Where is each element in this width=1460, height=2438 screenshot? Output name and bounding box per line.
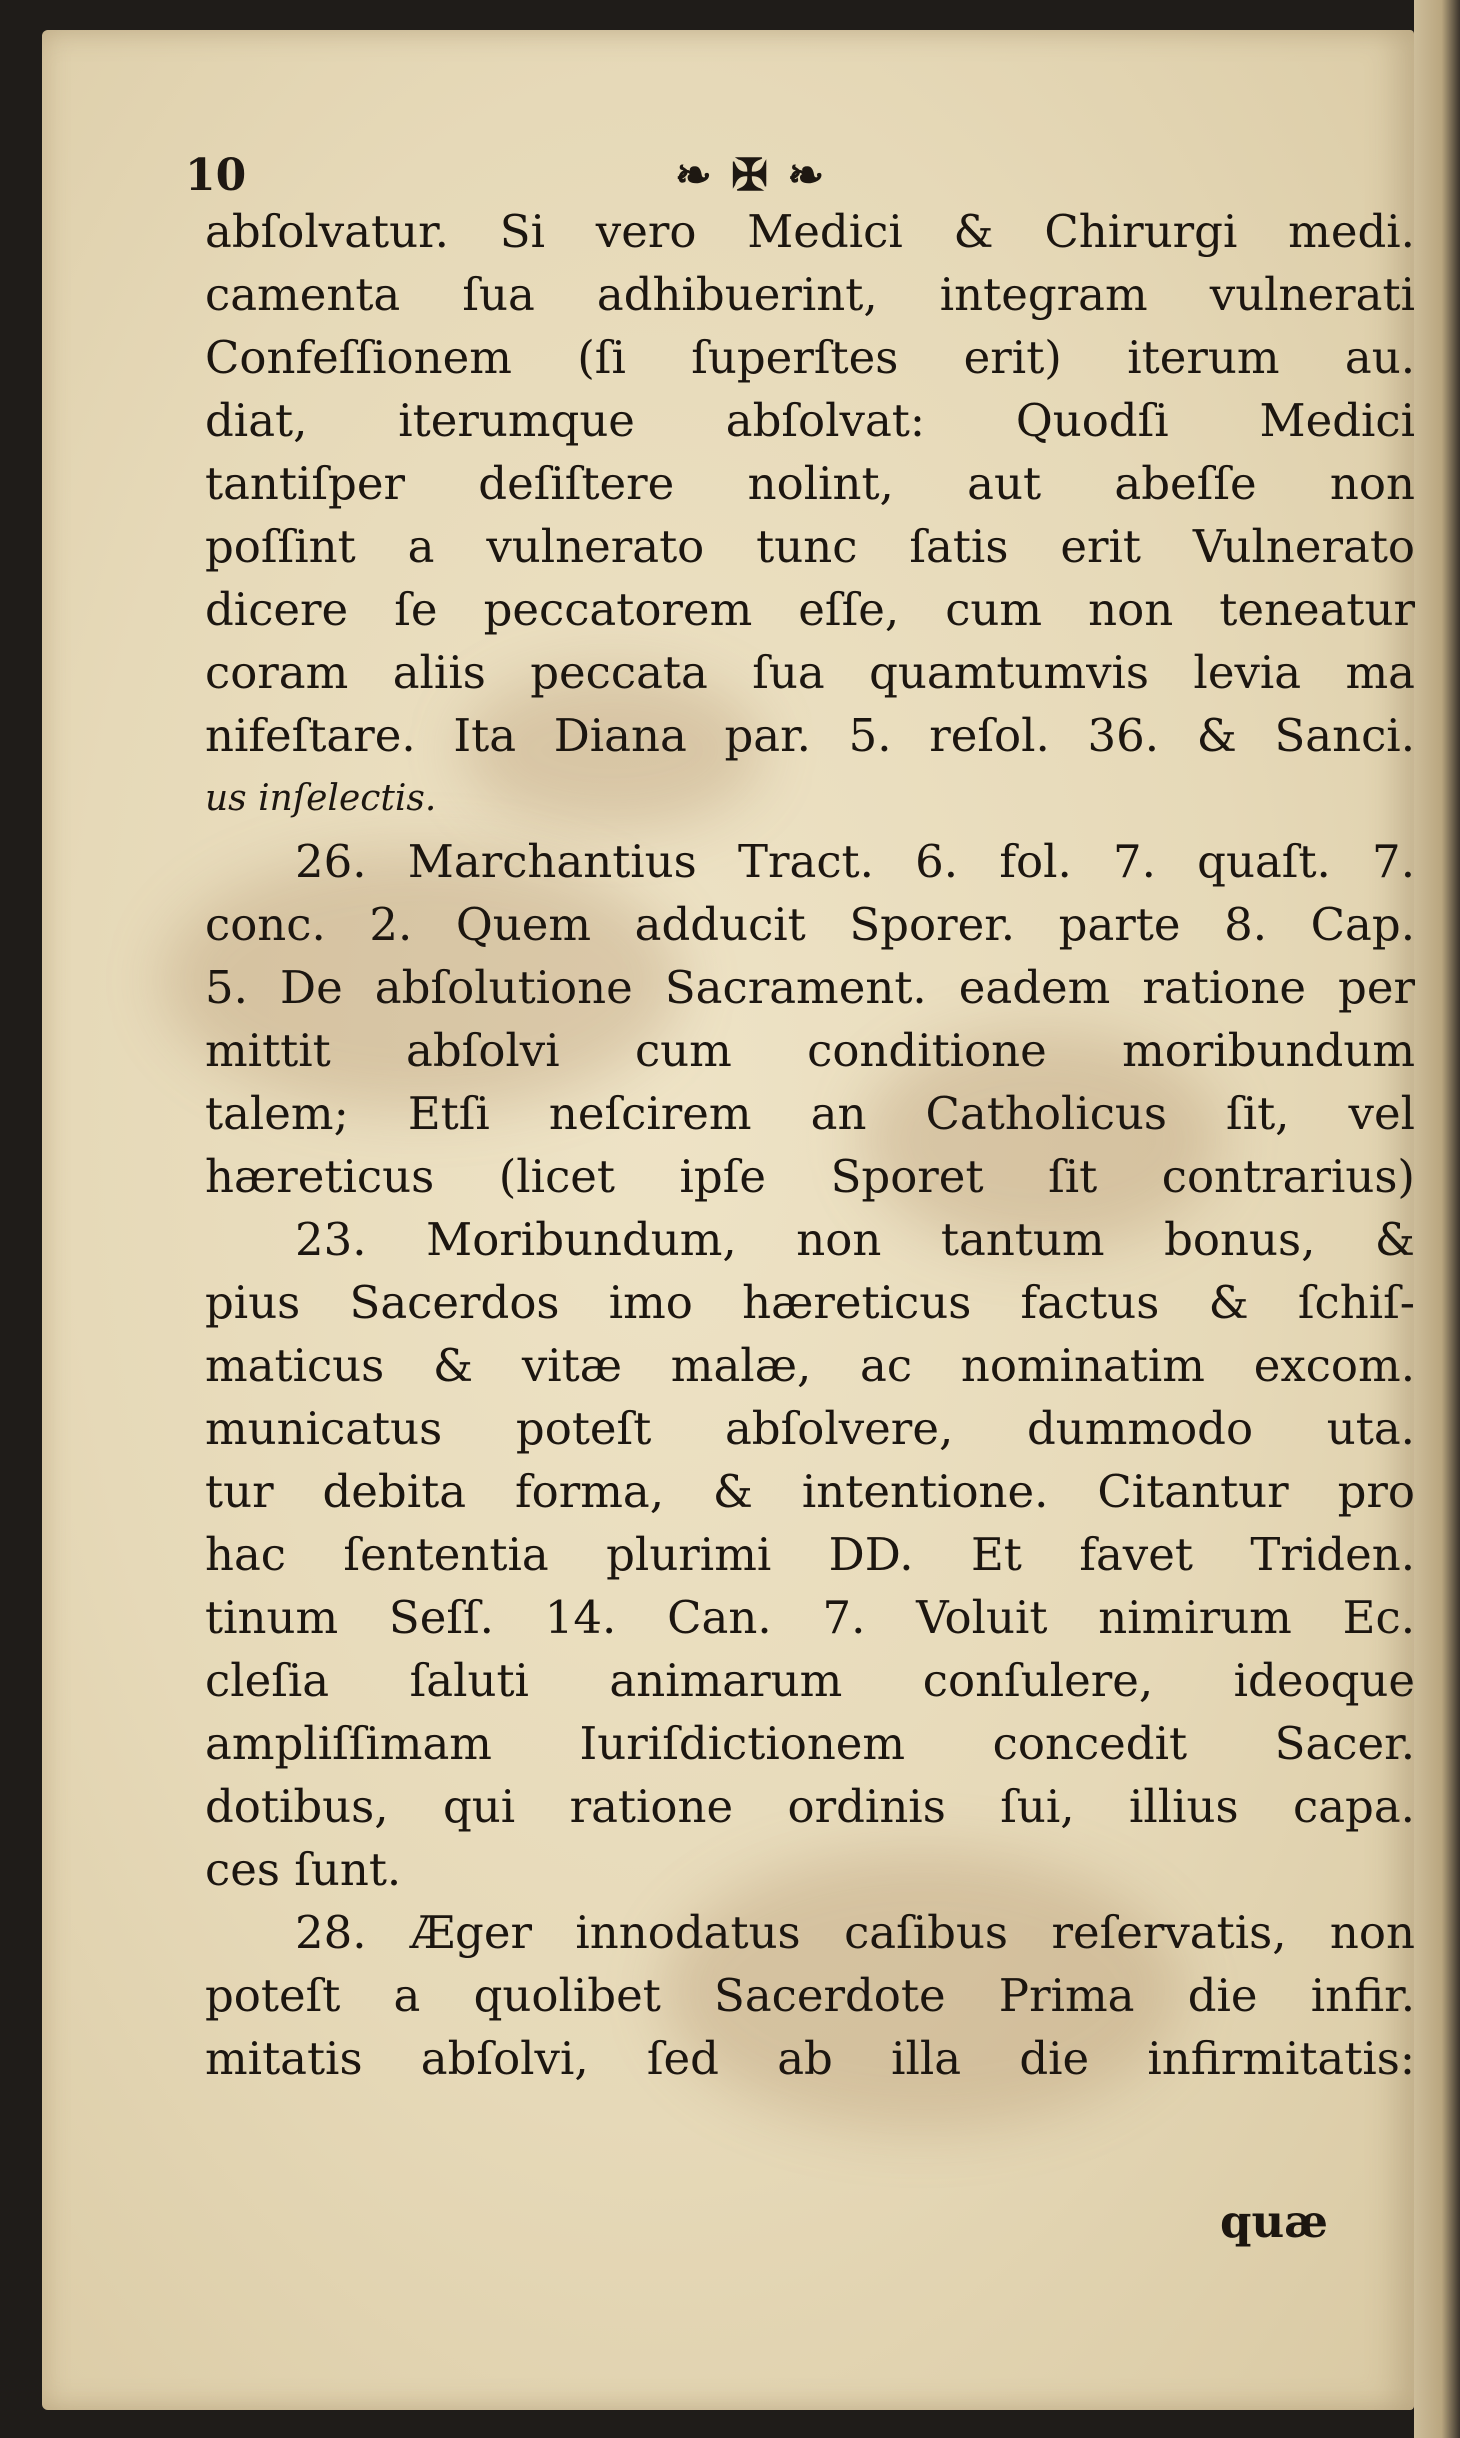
text-line: abſolvatur. Si vero Medici & Chirurgi medi. (205, 205, 1415, 258)
text-line: diat, iterumque abſolvat: Quodſi Medici (205, 394, 1415, 447)
text-line: tantiſper deſiſtere nolint, aut abeſſe non (205, 457, 1415, 510)
text-line: nifeſtare. Ita Diana par. 5. reſol. 36. & Sanci. (205, 709, 1415, 762)
text-line: hac ſententia plurimi DD. Et favet Triden. (205, 1528, 1415, 1581)
facing-page-edge (1414, 0, 1460, 2438)
page-number: 10 (185, 150, 247, 201)
body-text (205, 200, 1415, 2090)
text-line: ces ſunt. (205, 1843, 402, 1896)
paragraph-start: 28. Æger innodatus caſibus reſervatis, non (295, 1906, 1415, 1959)
header-ornament: ❧ ✠ ❧ (675, 150, 827, 201)
text-line: maticus & vitæ malæ, ac nominatim excom. (205, 1339, 1415, 1392)
text-line: tur debita forma, & intentione. Citantur pro (205, 1465, 1415, 1518)
text-line: 5. De abſolutione Sacrament. eadem ratione per (205, 961, 1415, 1014)
text-line: municatus poteſt abſolvere, dummodo uta. (205, 1402, 1415, 1455)
text-line: tinum Seſſ. 14. Can. 7. Voluit nimirum Ec. (205, 1591, 1415, 1644)
text-line: coram aliis peccata ſua quamtumvis levia ma (205, 646, 1415, 699)
text-line: cleſia ſaluti animarum conſulere, ideoque (205, 1654, 1415, 1707)
text-line: pius Sacerdos imo hæreticus factus & ſchiſ- (205, 1276, 1415, 1329)
text-line: poteſt a quolibet Sacerdote Prima die infir. (205, 1969, 1415, 2022)
paragraph-start: 23. Moribundum, non tantum bonus, & (295, 1213, 1415, 1266)
text-line: dotibus, qui ratione ordinis ſui, illius capa. (205, 1780, 1415, 1833)
text-line: ampliſſimam Iuriſdictionem concedit Sacer. (205, 1717, 1415, 1770)
text-line: poſſint a vulnerato tunc ſatis erit Vulnerato (205, 520, 1415, 573)
text-line: talem; Etſi neſcirem an Catholicus ſit, vel (205, 1087, 1415, 1140)
text-line: conc. 2. Quem adducit Sporer. parte 8. Cap. (205, 898, 1415, 951)
text-line: us inſelectis. (205, 778, 437, 819)
text-line: dicere ſe peccatorem eſſe, cum non teneatur (205, 583, 1415, 636)
text-line: camenta ſua adhibuerint, integram vulnerati (205, 268, 1415, 321)
text-line: mitatis abſolvi, ſed ab illa die infirmitatis: (205, 2032, 1415, 2085)
paragraph-start: 26. Marchantius Tract. 6. fol. 7. quaſt. 7. (295, 835, 1415, 888)
text-line: hæreticus (licet ipſe Sporet ſit contrarius) (205, 1150, 1415, 1203)
catchword: quæ (1220, 2195, 1329, 2248)
text-line: mittit abſolvi cum conditione moribundum (205, 1024, 1415, 1077)
text-line: Confeſſionem (ſi ſuperſtes erit) iterum au. (205, 331, 1415, 384)
